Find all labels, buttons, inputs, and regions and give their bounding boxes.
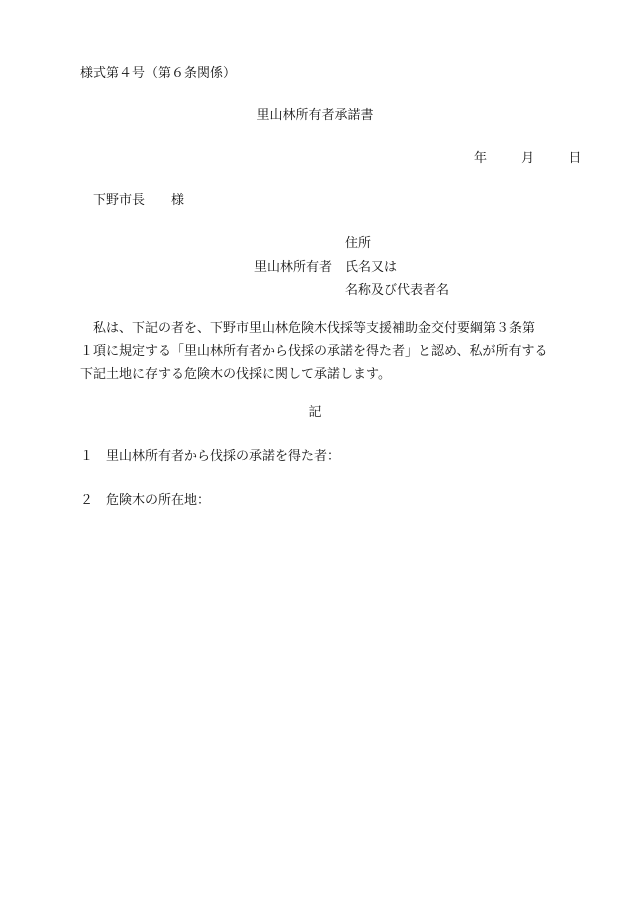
ki-heading: 記	[308, 405, 322, 420]
item-number: １	[80, 449, 94, 464]
date-day: 日	[568, 151, 582, 166]
item-text: 危険木の所在地：	[106, 493, 211, 508]
list-item	[80, 494, 210, 507]
body-line: 下記土地に存する危険木の伐採に関して承諾します。	[80, 367, 391, 382]
date-line	[474, 152, 581, 165]
owner-role-label: 里山林所有者	[254, 260, 333, 275]
owner-address-label: 住所	[345, 236, 372, 251]
list-item	[80, 450, 340, 463]
document-title: 里山林所有者承諾書	[256, 108, 374, 123]
body-paragraph	[80, 322, 550, 391]
item-number: ２	[80, 493, 94, 508]
body-line: １項に規定する「里山林所有者から伐採の承諾を得た者」と認め、私が所有する	[80, 344, 548, 359]
addressee-honorific: 様	[171, 193, 185, 208]
addressee-name: 下野市長	[93, 193, 146, 208]
owner-representative-label: 名称及び代表者名	[345, 283, 450, 298]
form-number: 様式第４号（第６条関係）	[80, 66, 237, 81]
date-month: 月	[521, 151, 535, 166]
owner-name-label: 氏名又は	[345, 260, 398, 275]
item-text: 里山林所有者から伐採の承諾を得た者：	[106, 449, 341, 464]
date-year: 年	[474, 151, 488, 166]
body-line: 私は、下記の者を、下野市里山林危険木伐採等支援補助金交付要綱第３条第	[80, 321, 536, 336]
addressee	[93, 194, 184, 207]
